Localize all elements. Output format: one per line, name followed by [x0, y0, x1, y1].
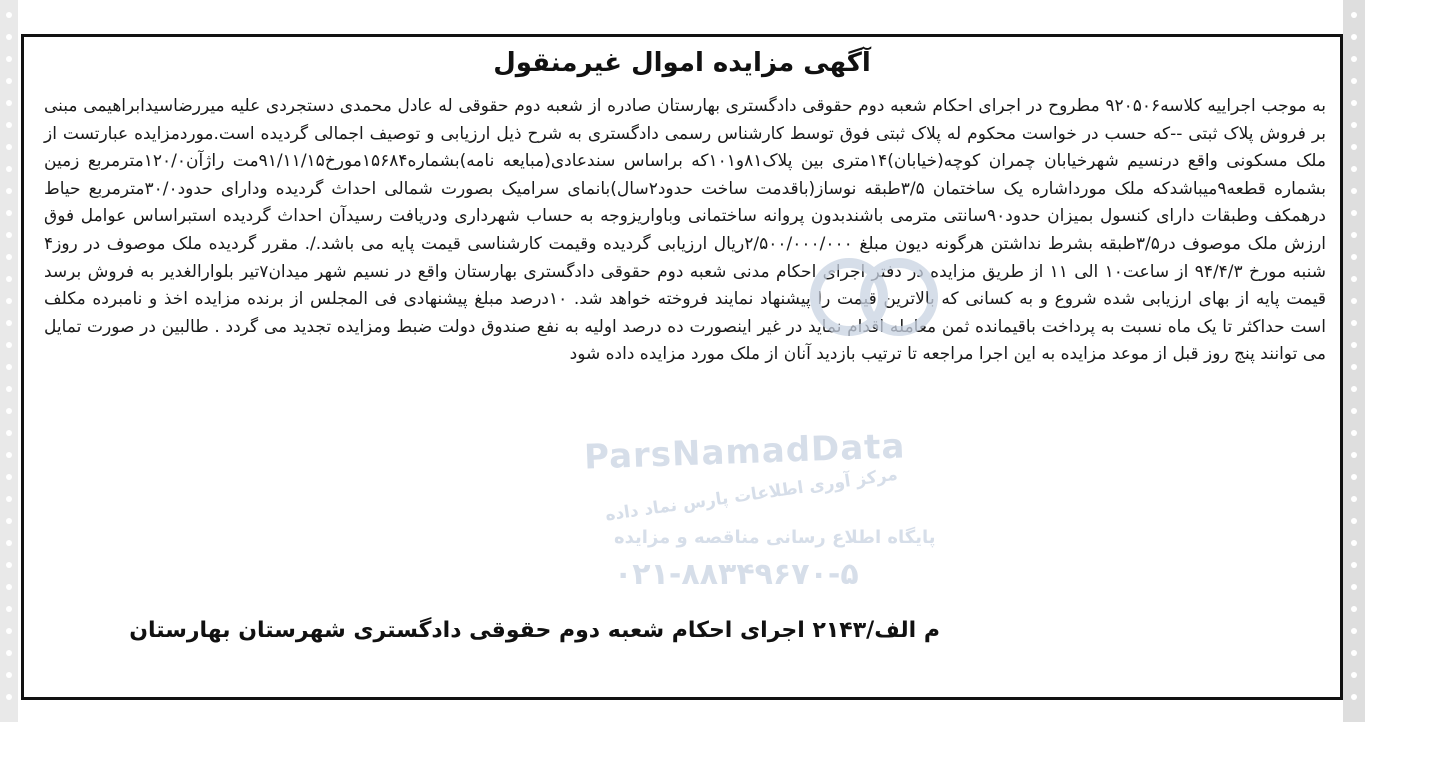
perforation-hole	[6, 562, 12, 568]
perforation-hole	[1351, 100, 1357, 106]
notice-frame	[21, 34, 1343, 700]
perforation-hole	[1351, 496, 1357, 502]
perforation-hole	[6, 650, 12, 656]
perforation-hole	[6, 78, 12, 84]
perforation-hole	[6, 100, 12, 106]
perforation-hole	[1351, 408, 1357, 414]
perforation-hole	[1351, 452, 1357, 458]
perforation-hole	[1351, 342, 1357, 348]
perforation-hole	[6, 34, 12, 40]
left-edge-strip	[0, 0, 18, 722]
notice-footer: م الف/۲۱۴۳ اجرای احکام شعبه دوم حقوقی دادگستری شهرستان بهارستان	[129, 618, 940, 643]
perforation-hole	[6, 606, 12, 612]
perforation-hole	[1351, 12, 1357, 18]
notice-body: به موجب اجراییه کلاسه۹۲۰۵۰۶ مطروح در اجرای احکام شعبه دوم حقوقی دادگستری بهارستان صادره از شعبه دوم حقوقی له عادل محمدی دستجردی علیه میررضاسیدابراهیمی مبنی بر فروش پلاک ثبتی --که حسب در خواست محکوم له پلاک ثبتی فوق توسط کارشناس رسمی دادگستری به شرح ذیل ارزیابی و توصیف اجمالی گردیده است.موردمزایده عبارتست از ملک مسکونی واقع درنسیم شهرخیابان چمران کوچه(خیابان)۱۴متری بین پلاک۸۱و۱۰۱که براساس سندعادی(مبایعه نامه)بشماره۱۵۶۸۴مورخ۹۱/۱۱/۱۵مت راژآن۱۲۰/۰مترمربع زمین بشماره قطعه۹میباشدکه ملک مورداشاره یک ساختمان ۳/۵طبقه نوساز(باقدمت ساخت حدود۲سال)بانمای سرامیک بصورت شمالی احداث گردیده ودارای حدود۳۰/۰مترمربع حیاط درهمکف وطبقات دارای کنسول بمیزان حدود۹۰سانتی مترمی باشندبدون پروانه ساختمانی وباواریزوجه به حساب شهرداری ودریافت رسیدآن احداث گردیده استبراساس عوامل فوق ارزش ملک موصوف در۳/۵طبقه بشرط نداشتن هرگونه دیون مبلغ ۲/۵۰۰/۰۰۰/۰۰۰ریال ارزیابی گردیده وقیمت کارشناسی قیمت پایه می باشد./. مقرر گردیده ملک موصوف در روز۴ شنبه مورخ ۹۴/۴/۳ از ساعت۱۰ الی ۱۱ از طریق مزایده در دفتر اجرای احکام مدنی شعبه دوم حقوقی دادگستری بهارستان واقع در نسیم شهر میدان۷تیر بلوارالغدیر به فروش برسد قیمت پایه از بهای ارزیابی شده شروع و به کسانی که بالاترین قیمت را پیشنهاد نمایند فروخته خواهد شد. ۱۰درصد مبلغ پیشنهادی فی المجلس از برنده مزایده اخذ و نامبرده مکلف است حداکثر تا یک ماه نسبت به پرداخت باقیمانده ثمن معامله اقدام نماید در غیر اینصورت ده درصد اولیه به نفع صندوق دولت ضبط ومزایده تجدید می گردد . طالبین در صورت تمایل می توانند پنج روز قبل از موعد مزایده به این اجرا مراجعه تا ترتیب بازدید آنان از ملک مورد مزایده داده شود	[44, 96, 1327, 365]
perforation-hole	[6, 672, 12, 678]
perforation-hole	[6, 496, 12, 502]
perforation-hole	[1351, 122, 1357, 128]
perforation-hole	[1351, 144, 1357, 150]
perforation-hole	[1351, 232, 1357, 238]
perforation-hole	[1351, 606, 1357, 612]
perforation-hole	[6, 56, 12, 62]
perforation-hole	[1351, 540, 1357, 546]
watermark-line-2: پایگاه اطلاع رسانی مناقصه و مزایده	[614, 527, 936, 548]
perforation-hole	[1351, 254, 1357, 260]
watermark-line-1: مرکز آوری اطلاعات پارس نماد داده	[604, 464, 899, 526]
perforation-hole	[6, 122, 12, 128]
perforation-hole	[1351, 210, 1357, 216]
perforation-hole	[1351, 56, 1357, 62]
perforation-hole	[6, 452, 12, 458]
perforation-hole	[6, 210, 12, 216]
perforation-hole	[6, 364, 12, 370]
perforation-hole	[1351, 518, 1357, 524]
perforation-hole	[1351, 34, 1357, 40]
perforation-hole	[6, 408, 12, 414]
perforation-hole	[1351, 562, 1357, 568]
perforation-hole	[1351, 364, 1357, 370]
perforation-hole	[6, 628, 12, 634]
perforation-hole	[1351, 694, 1357, 700]
perforation-hole	[6, 540, 12, 546]
perforation-hole	[1351, 584, 1357, 590]
perforation-hole	[6, 12, 12, 18]
perforation-hole	[1351, 276, 1357, 282]
watermark-phone: ۰۲۱-۸۸۳۴۹۶۷۰-۵	[614, 557, 859, 592]
perforation-hole	[1351, 78, 1357, 84]
perforation-hole	[6, 518, 12, 524]
perforation-hole	[6, 166, 12, 172]
perforation-hole	[6, 254, 12, 260]
perforation-hole	[1351, 650, 1357, 656]
perforation-hole	[6, 342, 12, 348]
perforation-hole	[6, 298, 12, 304]
perforation-hole	[1351, 386, 1357, 392]
perforation-hole	[6, 430, 12, 436]
perforation-hole	[1351, 430, 1357, 436]
perforation-hole	[1351, 474, 1357, 480]
perforation-hole	[6, 584, 12, 590]
watermark-brand: ParsNamadData	[583, 426, 907, 478]
perforation-hole	[6, 386, 12, 392]
perforation-hole	[1351, 672, 1357, 678]
perforation-hole	[1351, 298, 1357, 304]
perforation-hole	[1351, 166, 1357, 172]
perforation-hole	[1351, 320, 1357, 326]
perforation-hole	[1351, 188, 1357, 194]
perforation-hole	[6, 474, 12, 480]
perforation-hole	[6, 144, 12, 150]
perforation-hole	[6, 232, 12, 238]
perforation-hole	[6, 276, 12, 282]
perforation-hole	[6, 188, 12, 194]
right-edge-strip	[1343, 0, 1365, 722]
perforation-hole	[6, 320, 12, 326]
notice-title: آگهی مزایده اموال غیرمنقول	[493, 48, 871, 78]
perforation-hole	[6, 694, 12, 700]
perforation-hole	[1351, 628, 1357, 634]
